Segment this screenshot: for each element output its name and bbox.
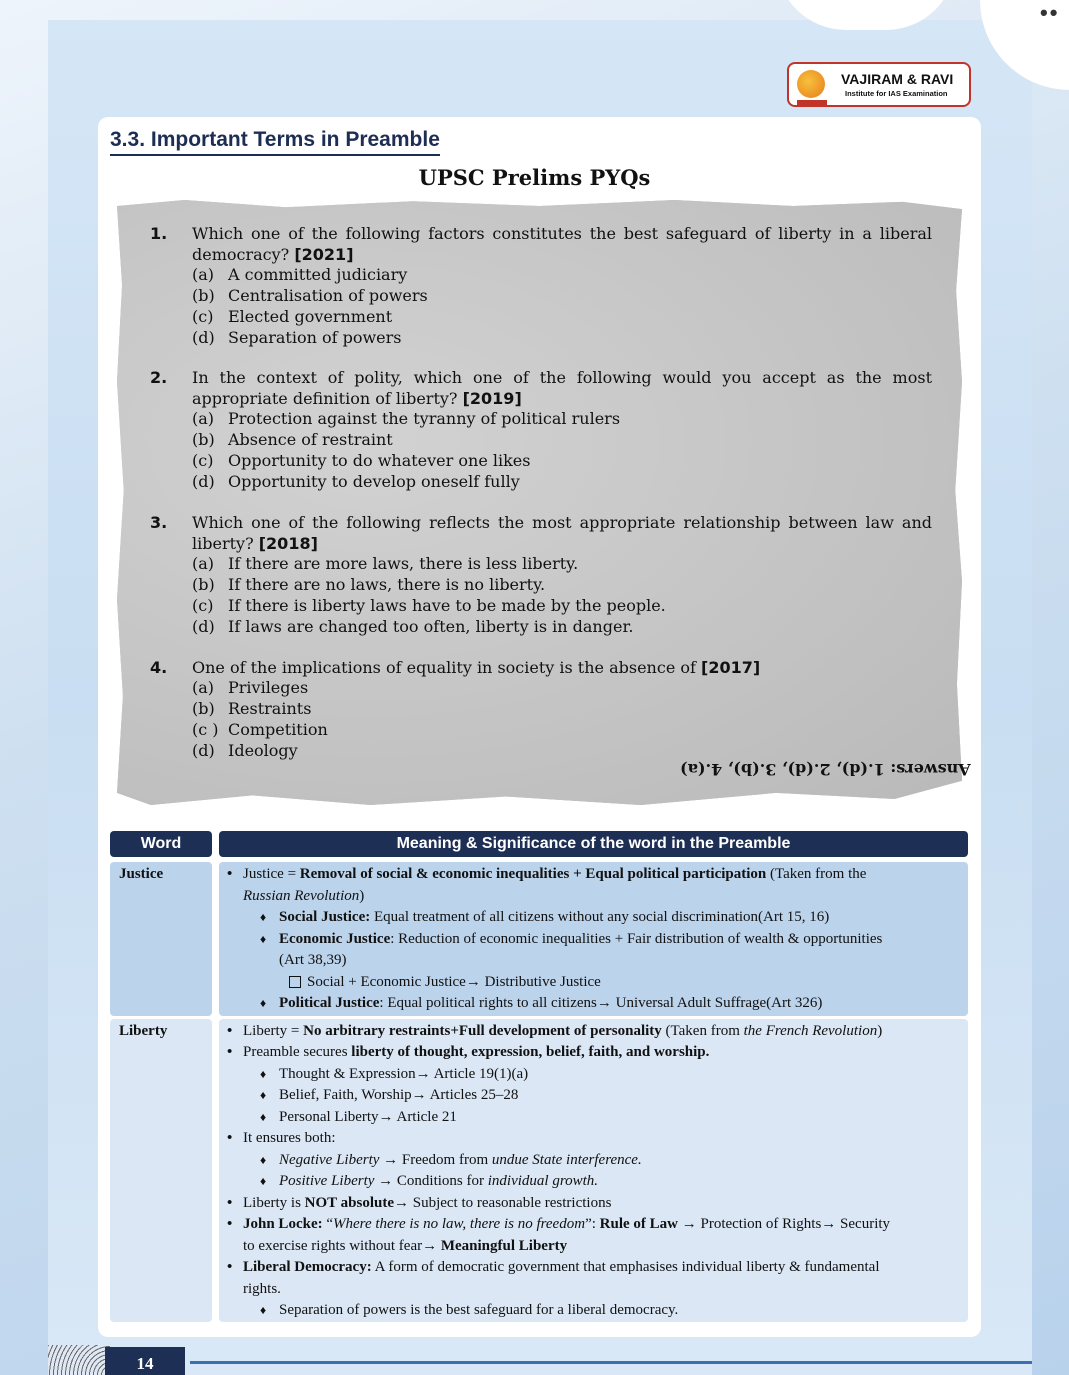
question-number: 3. [150, 513, 168, 532]
question-block [150, 658, 940, 768]
page-number: 14 [105, 1347, 185, 1375]
more-options-icon[interactable]: •• [1040, 0, 1060, 25]
logo-title: VAJIRAM & RAVI [841, 71, 954, 87]
option: (b) Restraints [192, 699, 312, 718]
question-text: In the context of polity, which one of the following would you accept as the most appropriate definition of liberty? [2019] [192, 368, 932, 408]
footer-rule [190, 1361, 1032, 1364]
option: (a) A committed judiciary [192, 265, 408, 284]
option: (b) Absence of restraint [192, 430, 393, 449]
question-number: 2. [150, 368, 168, 387]
table-header-word: Word [110, 831, 212, 857]
option: (d) If laws are changed too often, liberty is in danger. [192, 617, 634, 636]
question-number: 1. [150, 224, 168, 243]
option: (c ) Competition [192, 720, 328, 739]
word-cell-bg [110, 862, 212, 1016]
question-block [150, 513, 940, 643]
logo-tag [797, 100, 827, 105]
question-year: [2017] [701, 658, 761, 677]
question-block [150, 368, 940, 498]
section-title: 3.3. Important Terms in Preamble [110, 128, 440, 156]
option: (b) Centralisation of powers [192, 286, 428, 305]
question-year: [2021] [294, 244, 354, 264]
question-year: [2018] [258, 533, 318, 553]
word-justice: Justice [119, 866, 164, 882]
question-text: One of the implications of equality in society is the absence of [2017] [192, 658, 761, 677]
option: (a) If there are more laws, there is less liberty. [192, 554, 579, 573]
logo-subtitle: Institute for IAS Examination [845, 89, 948, 98]
option: (c) Elected government [192, 307, 393, 326]
question-text: Which one of the following factors constitutes the best safeguard of liberty in a liberal democracy? [2021] [192, 224, 932, 264]
option: (d) Separation of powers [192, 328, 402, 347]
option: (c) If there is liberty laws have to be made by the people. [192, 596, 666, 615]
footer-decoration [48, 1345, 110, 1375]
option: (b) If there are no laws, there is no liberty. [192, 575, 546, 594]
option: (c) Opportunity to do whatever one likes [192, 451, 531, 470]
question-text: Which one of the following reflects the most appropriate relationship between law and liberty? [2018] [192, 513, 932, 553]
option: (d) Ideology [192, 741, 298, 760]
word-cell-bg [110, 1019, 212, 1322]
question-block [150, 224, 940, 354]
option: (a) Protection against the tyranny of political rulers [192, 409, 621, 428]
brand-logo [787, 62, 971, 107]
option: (d) Opportunity to develop oneself fully [192, 472, 520, 491]
answer-key-inverted: Answers: 1.(d), 2.(d), 3.(b), 4.(a) [680, 760, 971, 779]
logo-emblem-icon [797, 70, 825, 98]
pyq-heading: UPSC Prelims PYQs [418, 165, 651, 190]
option: (a) Privileges [192, 678, 309, 697]
question-year: [2019] [462, 388, 522, 408]
table-header-meaning: Meaning & Significance of the word in the Preamble [219, 831, 968, 857]
word-liberty: Liberty [119, 1023, 168, 1039]
question-number: 4. [150, 658, 168, 677]
